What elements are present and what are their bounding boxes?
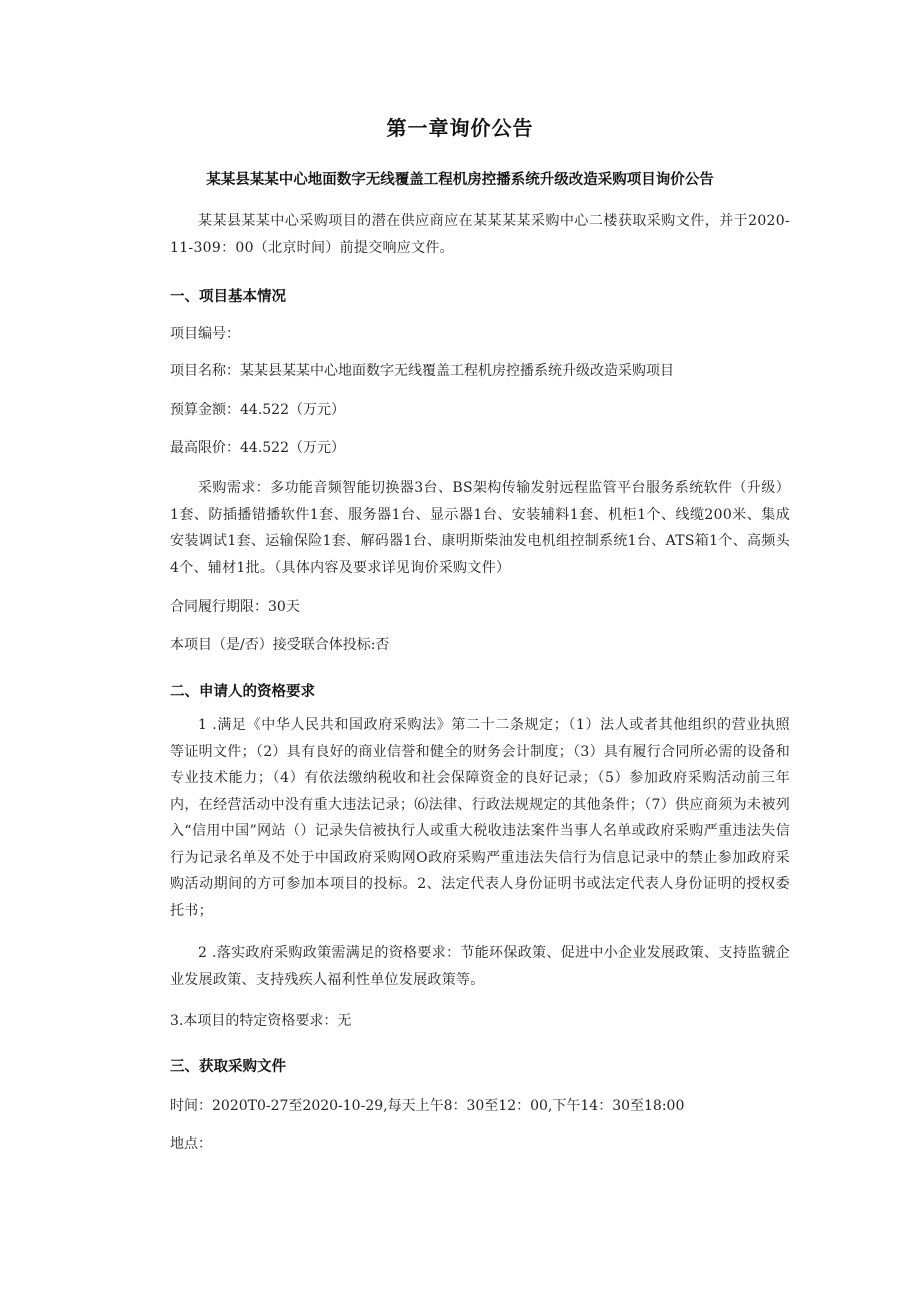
qualification-item-1: 1 .满足《中华人民共和国政府采购法》第二十二条规定；（1）法人或者其他组织的营业执照等证明文件；（2）具有良好的商业信誉和健全的财务会计制度；（3）具有履行合同所必需的设备和专业技术能力；（4）有依法缴纳税收和社会保障资金的良好记录；（5）参加政府采购活动前三年内，在经营活动中没有重大违法记录；⑹法律、行政法规规定的其他条件；（7）供应商须为未被列入“信用中国”网站（）记录失信被执行人或重大税收违法案件当事人名单或政府采购严重违法失信行为记录名单及不处于中国政府采购网O政府采购严重违法失信行为信息记录中的禁止参加政府采购活动期间的方可参加本项目的投标。2、法定代表人身份证明书或法定代表人身份证明的授权委托书； [170, 717, 790, 919]
chapter-title: 第一章询价公告 [386, 116, 534, 140]
acquisition-time: 时间：2020T0-27至2020-10-29,每天上午8：30至12：00,下午14：30至18:00 [170, 1098, 685, 1114]
acquisition-place: 地点： [170, 1136, 212, 1152]
project-number: 项目编号： [170, 326, 240, 342]
section-2-heading: 二、申请人的资格要求 [170, 684, 315, 700]
intro-paragraph: 某某县某某中心采购项目的潜在供应商应在某某某某采购中心二楼获取采购文件，并于2020-11-309：00（北京时间）前提交响应文件。 [170, 213, 790, 256]
budget-amount: 预算金额：44.522（万元） [170, 402, 345, 418]
procurement-demand: 采购需求：多功能音频智能切换器3台、BS架构传输发射远程监管平台服务系统软件（升级）1套、防插播错播软件1套、服务器1台、显示器1台、安装辅料1套、机柜1个、线缆200米、集成安装调试1套、运输保险1套、解码器1台、康明斯柴油发电机组控制系统1台、ATS箱1个、高频头4个、辅材1批。（具体内容及要求详见询价采购文件） [170, 480, 790, 576]
qualification-item-2: 2 .落实政府采购政策需满足的资格要求：节能环保政策、促进中小企业发展政策、支持监虢企业发展政策、支持残疾人福利性单位发展政策等。 [170, 945, 790, 988]
contract-period: 合同履行期限：30天 [170, 599, 300, 615]
section-3-heading: 三、获取采购文件 [170, 1059, 286, 1075]
consortium-bid: 本项目（是/否）接受联合体投标:否 [170, 637, 390, 653]
announcement-subtitle: 某某县某某中心地面数字无线覆盖工程机房控播系统升级改造采购项目询价公告 [206, 172, 714, 188]
section-1-heading: 一、项目基本情况 [170, 289, 286, 305]
project-name: 项目名称：某某县某某中心地面数字无线覆盖工程机房控播系统升级改造采购项目 [170, 363, 674, 379]
max-price: 最高限价：44.522（万元） [170, 440, 345, 456]
qualification-item-3: 3.本项目的特定资格要求：无 [170, 1013, 352, 1029]
